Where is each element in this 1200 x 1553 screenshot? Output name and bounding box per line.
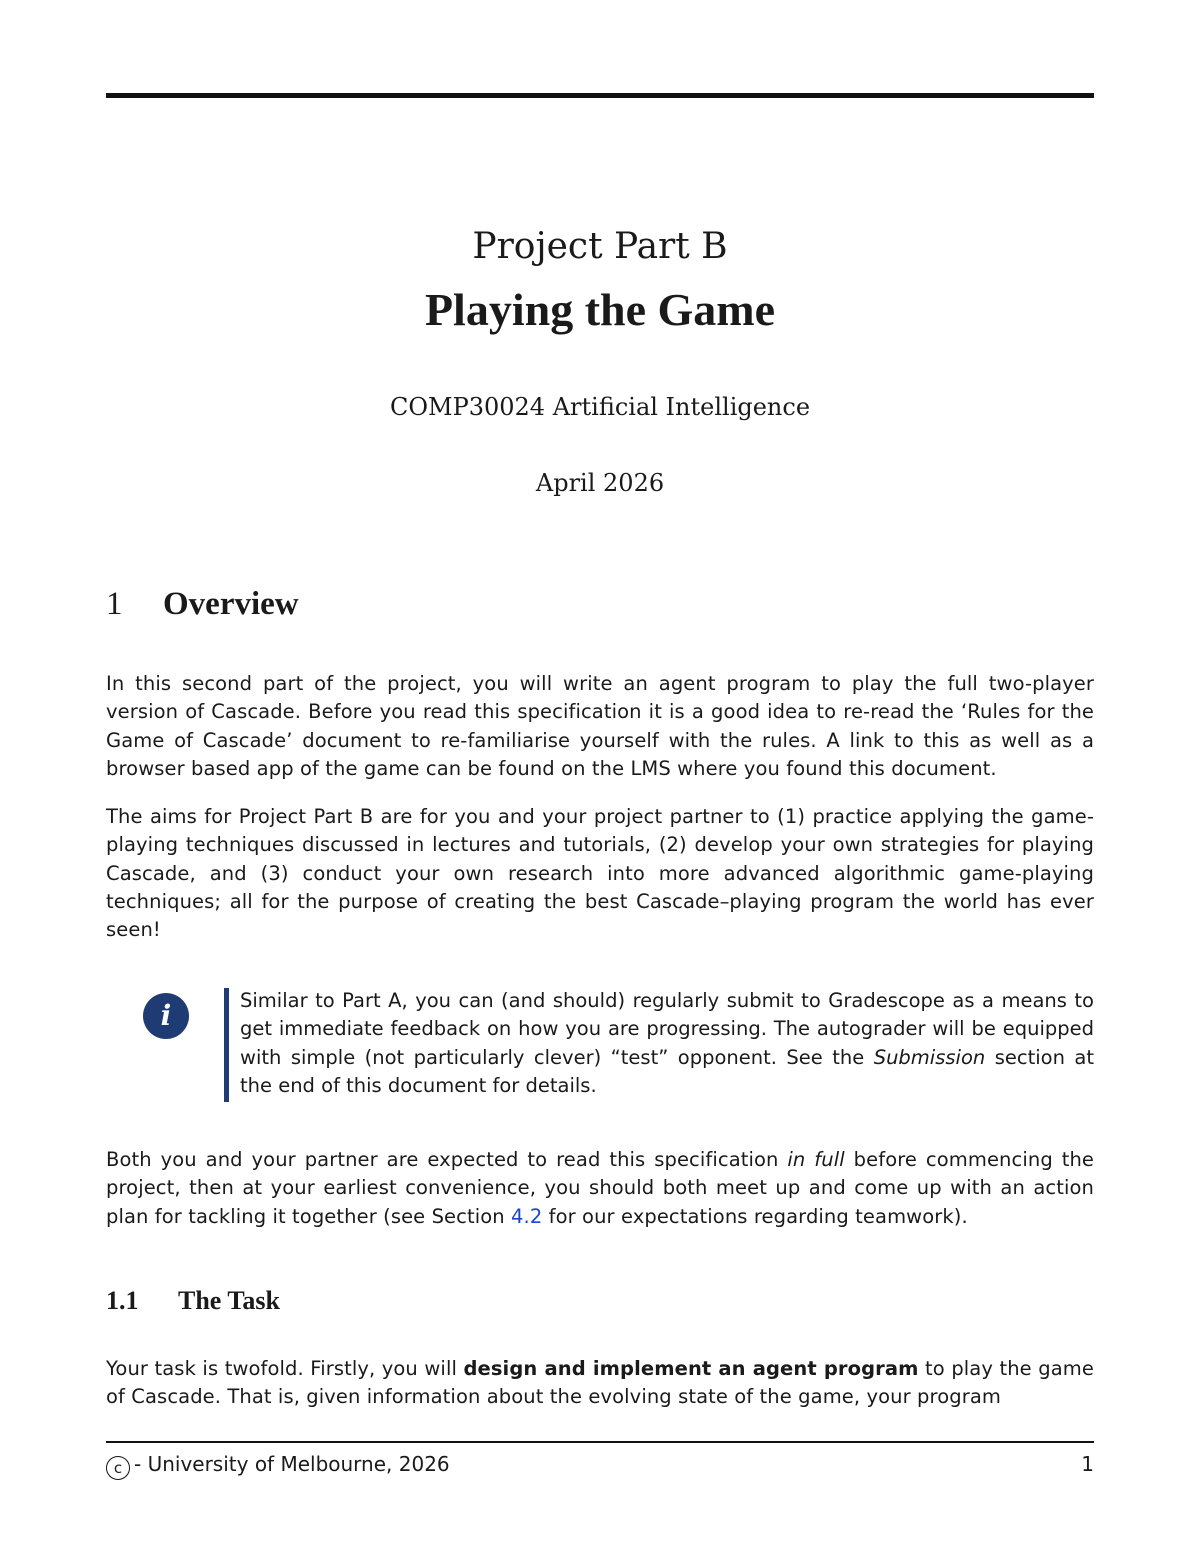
doc-subtitle: Project Part B xyxy=(472,226,728,267)
section-link[interactable]: 4.2 xyxy=(511,1204,543,1228)
info-callout-bar xyxy=(224,988,229,1102)
info-text-part: Similar to Part A, you can (and should) regularly submit to Gradescope as a means to get immediate feedback on how you are progressing. The autograder will be equipped with simple (not particularly clever) “test” opponent. See the xyxy=(240,989,1094,1069)
footer-text: - University of Melbourne, 2026 xyxy=(134,1452,450,1476)
subsection-title: The Task xyxy=(178,1286,280,1315)
info-callout-text xyxy=(240,987,1094,1100)
p3-text: before commencing the project, then at your earliest convenience, you should both meet up and come up with an action plan for tackling it together (see Section xyxy=(106,1148,1094,1228)
overview-paragraph-1: In this second part of the project, you will write an agent program to play the full two-player version of Cascade. Before you read this specification it is a good idea to re-read the ‘Rules for the Game of Cascade’ document to re-familiarise yourself with the rules. A link to this as well as a browser based app of the game can be found on the LMS where you found this document. xyxy=(106,672,1094,780)
info-icon: i xyxy=(143,993,189,1039)
task-text: Your task is twofold. Firstly, you will xyxy=(106,1357,464,1380)
subsection-number: 1.1 xyxy=(106,1286,139,1315)
info-emphasis: Submission xyxy=(873,1045,986,1069)
top-rule xyxy=(106,93,1094,98)
section-number: 1 xyxy=(106,586,123,622)
doc-title: Playing the Game xyxy=(424,284,776,335)
overview-paragraph-2: The aims for Project Part B are for you and your project partner to (1) practice applying the game-playing techniques discussed in lectures and tutorials, (2) develop your own strategies for playing Cascade, and (3) conduct your own research into more advanced algorithmic game-playing techniques; all for the purpose of creating the best Cascade–playing program the world has ever seen! xyxy=(106,805,1094,942)
course-name: COMP30024 Artificial Intelligence xyxy=(389,393,811,421)
task-bold: design and implement an agent program xyxy=(463,1357,919,1380)
section-1-heading xyxy=(106,586,299,623)
doc-date: April 2026 xyxy=(535,469,665,497)
p3-text: for our expectations regarding teamwork). xyxy=(542,1204,968,1228)
task-paragraph xyxy=(106,1355,1094,1412)
copyright-icon: c xyxy=(106,1456,130,1480)
footer-rule xyxy=(106,1441,1094,1443)
section-title: Overview xyxy=(163,586,299,622)
section-1-1-heading xyxy=(106,1286,280,1316)
footer-copyright xyxy=(106,1452,450,1480)
p3-emphasis: in full xyxy=(787,1148,845,1171)
overview-paragraph-3 xyxy=(106,1146,1094,1231)
page-number: 1 xyxy=(1081,1452,1094,1476)
info-text-part: section at the end of this document for details. xyxy=(240,1045,1094,1097)
p3-text: Both you and your partner are expected to read this specification xyxy=(106,1148,788,1171)
task-text: to play the game of Cascade. That is, given information about the evolving state of the game, your program xyxy=(106,1357,1094,1409)
